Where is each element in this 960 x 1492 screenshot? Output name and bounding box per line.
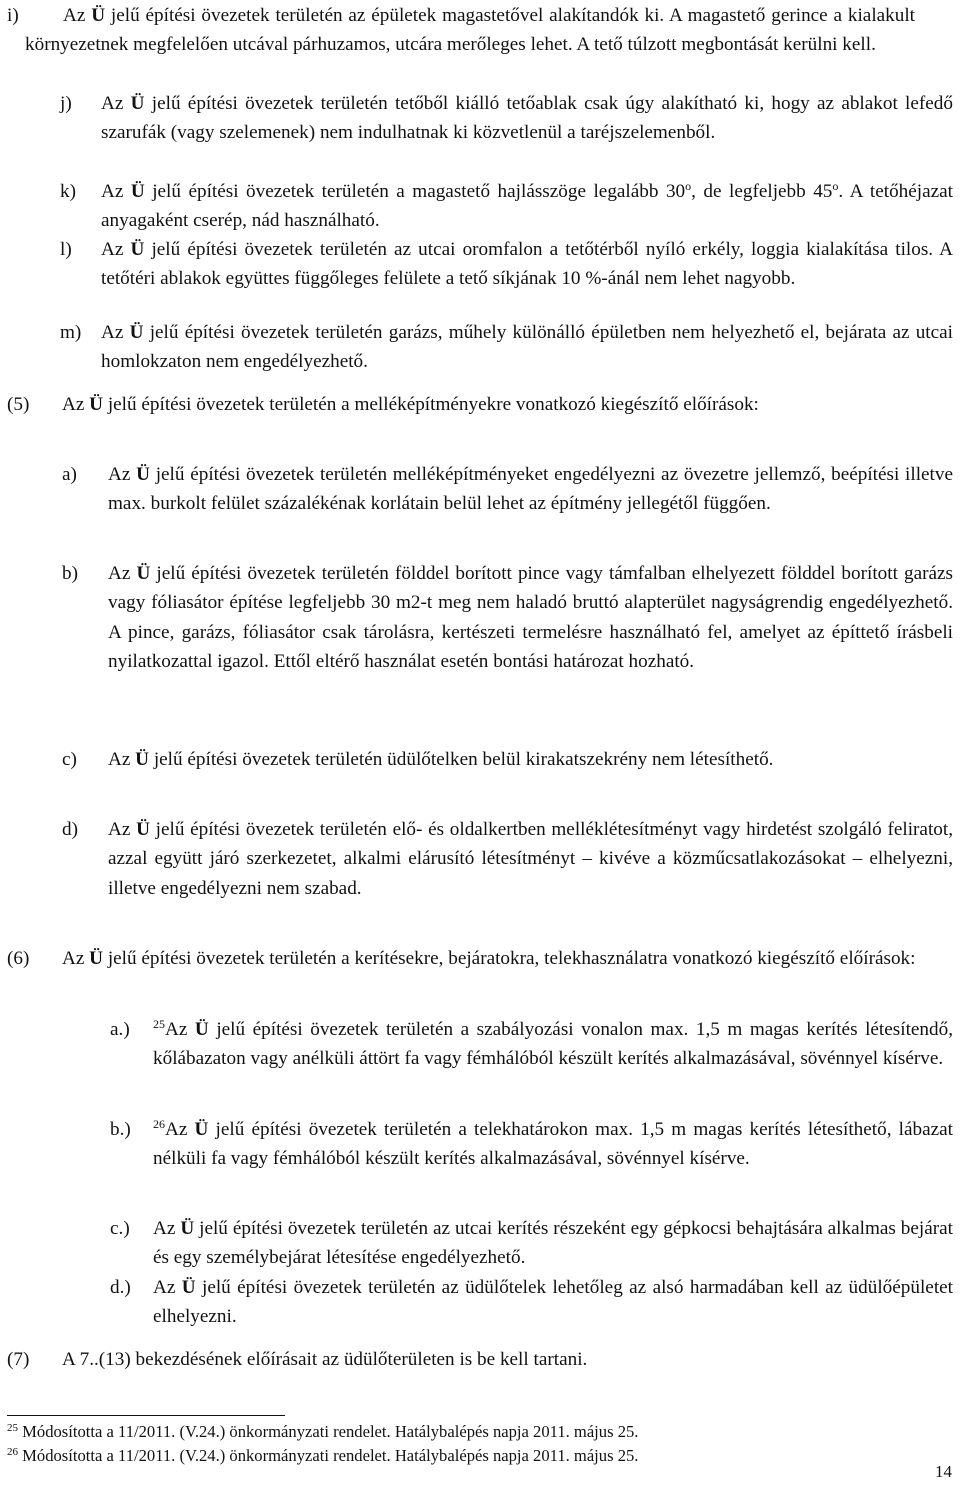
item-text: Az Ü jelű építési övezetek területén az üdülőtelek lehetőleg az alsó harmadában kell az üdülőépületet elhelyezni. <box>153 1277 953 1328</box>
item-text: Az Ü jelű építési övezetek területén tetőből kiálló tetőablak csak úgy alakítható ki, hogy az ablakot lefedő szarufák (vagy szelemenek) nem indulhatnak ki közvetlenül a taréjszelemenből. <box>101 93 953 144</box>
item-text: Az Ü jelű építési övezetek területén elő- és oldalkertben melléklétesítményt vagy hirdetést szolgáló feliratot, azzal együtt járó szerkezetet, alkalmi elárusító létesítményt – kivéve a közműcsatlakozásokat – elhelyezni, illetve engedélyezni nem szabad. <box>108 819 954 899</box>
page-number: 14 <box>935 1462 952 1481</box>
section-heading: Az Ü jelű építési övezetek területén a kerítésekre, bejáratokra, telekhasználatra vonatkozó kiegészítő előírások: <box>62 948 916 969</box>
item-label: d) <box>62 819 78 840</box>
item-text: Az Ü jelű építési övezetek területén garázs, műhely különálló épületben nem helyezhető el, bejárata az utcai homlokzaton nem engedélyezhető. <box>101 322 953 373</box>
section-number: (6) <box>7 948 30 969</box>
item-label: i) <box>7 5 19 26</box>
footnote-26 <box>7 1446 638 1466</box>
item-label: b.) <box>110 1119 131 1140</box>
item-text: Az Ü jelű építési övezetek területén az utcai kerítés részeként egy gépkocsi behajtására alkalmas bejárat és egy személybejárat létesítése engedélyezhető. <box>153 1218 953 1269</box>
item-text: Az Ü jelű építési övezetek területén földdel borított pince vagy támfalban elhelyezett földdel borított garázs vagy fóliasátor építése legfeljebb 30 m2-t meg nem haladó bruttó alapterület nagyságrendig engedélyezhető. A pince, garázs, fóliasátor csak tárolásra, kertészeti termelésre használható fel, amelyet az építtető írásbeli nyilatkozattal igazol. Ettől eltérő használat esetén bontási határozat hozható. <box>108 563 953 672</box>
item-label: a.) <box>110 1019 130 1040</box>
zone-letter: Ü <box>135 749 150 770</box>
item-label: k) <box>60 181 76 202</box>
item-label: c.) <box>110 1218 130 1239</box>
zone-letter: Ü <box>130 181 145 202</box>
zone-letter: Ü <box>130 93 145 114</box>
zone-letter: Ü <box>180 1218 195 1239</box>
zone-letter: Ü <box>129 322 144 343</box>
section-number: (7) <box>7 1349 30 1370</box>
item-text: Az Ü jelű építési övezetek területén üdülőtelken belül kirakatszekrény nem létesíthető. <box>108 749 774 770</box>
zone-letter: Ü <box>194 1019 209 1040</box>
zone-letter: Ü <box>130 239 145 260</box>
item-text: $^{26}$Az Ü jelű építési övezetek területén a telekhatárokon max. 1,5 m magas kerítés létesíthető, lábazat nélküli fa vagy fémhálóból készült kerítés alkalmazásával, sövénnyel kísérve. <box>153 1117 953 1170</box>
item-label: j) <box>60 93 72 114</box>
section-text: A 7..(13) bekezdésének előírásait az üdülőterületen is be kell tartani. <box>62 1349 588 1370</box>
footnote-25 <box>7 1422 638 1442</box>
zone-letter: Ü <box>91 5 106 26</box>
section-number: (5) <box>7 394 30 415</box>
footnote-text: Módosította a 11/2011. (V.24.) önkormányzati rendelet. Hatálybalépés napja 2011. május 25. <box>22 1422 639 1441</box>
item-label: b) <box>62 563 78 584</box>
footnote-number: 26 <box>7 1446 18 1458</box>
item-label: l) <box>60 239 72 260</box>
degree-mark: o <box>832 179 839 193</box>
item-text: Az Ü jelű építési övezetek területén a magastető hajlásszöge legalább 30$^o$, de legfeljebb 45$^o$. A tetőhéjazat anyagaként cserép, nád használható. <box>101 179 953 232</box>
zone-letter: Ü <box>194 1119 209 1140</box>
footnote-separator <box>7 1415 285 1416</box>
zone-letter: Ü <box>181 1277 196 1298</box>
item-label: a) <box>62 464 77 485</box>
zone-letter: Ü <box>136 464 150 485</box>
item-text: Az Ü jelű építési övezetek területén az épületek magastetővel alakítandók ki. A magastető gerince a kialakult környezetnek megfelelően utcával párhuzamos, utcára merőleges lehet. A tető túlzott megbontását kerülni kell. <box>25 5 916 56</box>
degree-mark: o <box>685 179 692 193</box>
item-label: d.) <box>110 1277 131 1298</box>
zone-letter: Ü <box>89 948 104 969</box>
footnote-ref[interactable]: 25 <box>153 1017 165 1031</box>
item-label: m) <box>60 322 82 343</box>
footnote-ref[interactable]: 26 <box>153 1117 165 1131</box>
footnote-text: Módosította a 11/2011. (V.24.) önkormányzati rendelet. Hatálybalépés napja 2011. május 25. <box>22 1446 639 1465</box>
section-heading: Az Ü jelű építési övezetek területén a melléképítményekre vonatkozó kiegészítő előírások: <box>62 394 759 415</box>
item-text: Az Ü jelű építési övezetek területén melléképítményeket engedélyezni az övezetre jellemző, beépítési illetve max. burkolt felület százalékénak korlátain belül lehet az építmény jellegétől függően. <box>108 464 953 515</box>
item-text: $^{25}$Az Ü jelű építési övezetek területén a szabályozási vonalon max. 1,5 m magas kerítés létesítendő, kőlábazaton vagy anélküli áttört fa vagy fémhálóból készült kerítés alkalmazásával, sövénnyel kísérve. <box>153 1017 953 1070</box>
zone-letter: Ü <box>89 394 104 415</box>
zone-letter: Ü <box>136 563 151 584</box>
item-text: Az Ü jelű építési övezetek területén az utcai oromfalon a tetőtérből nyíló erkély, loggia kialakítása tilos. A tetőtéri ablakok együttes függőleges felülete a tető síkjának 10 %-ánál nem lehet nagyobb. <box>101 239 953 290</box>
footnote-number: 25 <box>7 1422 18 1434</box>
zone-letter: Ü <box>136 819 150 840</box>
item-label: c) <box>62 749 77 770</box>
